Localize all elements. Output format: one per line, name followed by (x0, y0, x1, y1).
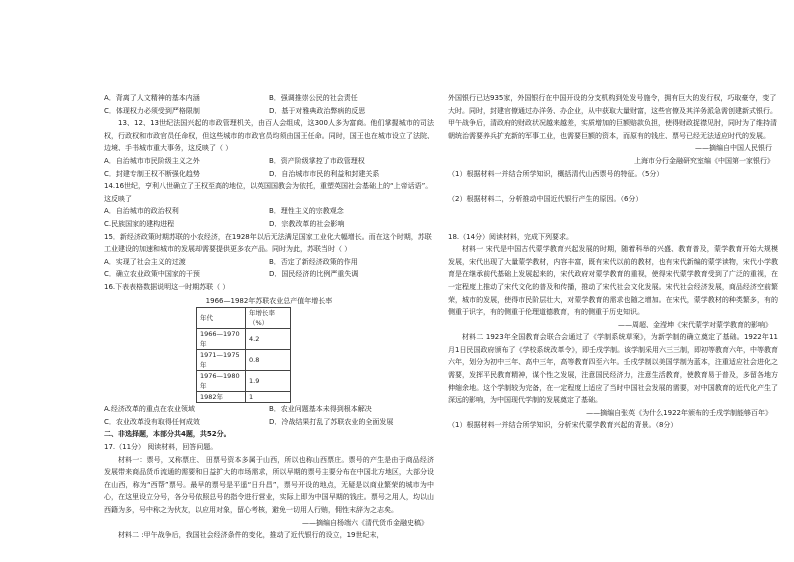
growth-rate-table (196, 307, 291, 403)
table-row (197, 392, 291, 403)
option-b: B．农业问题基本未得到根本解决 (269, 405, 372, 414)
option-a: A.经济改革的重点在农业领域 (104, 405, 195, 414)
question-17-title: 17.（11分） 阅读材料，回答问题。 (104, 443, 218, 452)
answer-space (448, 205, 778, 218)
section-heading: 二、非选择题，本部分共4题，共52分。 (104, 430, 231, 439)
q16-options-row-2 (104, 416, 434, 429)
table-cell: 1 (246, 392, 291, 403)
material-four-source: ——摘编自张英《为什么1922年颁布的壬戌学制能够百年》 (586, 408, 772, 417)
table-header-cell: 年增长率（%） (246, 308, 291, 329)
material-one-text: 材料一：票号，又称票庄、 田票号资本多属于山西，所以也称山西票庄。票号的产生是由于商品经济发展带来商品货币流通的需要和日益扩大的市场需求，所以早期的票号主要分布在中国北方地区，大部分设在山西，称为“西帮”票号。最早的票号是平遥“日升昌”，票号开设的地点，无疑是以商业繁荣的城市为中心，在这里设立分号，各分号依照总号的指令进行营业，实际上即为中国早期的钱庄。票号之用人，均以山西籍为多，号中称之为伙友，以应用对象，留心考核，避免一切用人行贿，佣性末辞为之志矣。 (104, 455, 434, 515)
option-c: C．农业改革没有取得任何成效 (104, 417, 200, 426)
q12-options-row-2 (104, 105, 434, 118)
option-d: D．冷战结果打乱了苏联农业的全面发展 (269, 417, 394, 426)
question-18-title: 18.（14分）阅读材料，完成下列要求。 (448, 232, 574, 241)
option-b: B．资产阶级掌控了市政管理权 (269, 156, 365, 165)
q12-options-row-1 (104, 92, 434, 105)
table-caption: 1966—1982年苏联农业总产值年增长率 (205, 296, 333, 305)
option-a: A．自治城市市民阶级主义之外 (104, 156, 200, 165)
question-13-stem: 13、12、13世纪法国兴起的市政管理机关，由百人会组成，这300人多为富商。他们掌握城市的司法权，行政权和市政官员任命权，但这些城市的市政官员均须由国王任命。同时，国王也在城市设立了法院、边境、手书城市重大事务，这反映了（ ） (104, 119, 434, 153)
option-b: B．强调推崇公民的社会责任 (269, 94, 358, 102)
material-four-text: 材料二 1923年全国教育会联合会通过了《学制系统草案》，为新学制的确立奠定了基础。1922年11月1日民国政府颁布了《学校系统改革令》，即壬戌学制。该学制采用六三三制，即初等教育六年，中等教育六年，划分为初中三年、高中三年，高等教育四至六年。壬戌学制以美国学制为蓝本，注重适应社会进化之需要，发挥平民教育精神，谋个性之发展，注意国民经济力，注意生活教育，使教育易于普及，多留各地方伸缩余地。这个学制较为完备，在一定程度上适应了当时中国社会发展的需要，对中国教育的近代化产生了深远的影响，为中国现代学制的发展奠定了基础。 (448, 333, 778, 405)
material-two-source-line-1: ——摘编自中国人民银行 (695, 144, 772, 153)
option-b: B．否定了新经济政策的作用 (269, 257, 358, 266)
table-cell: 1966—1970年 (197, 329, 246, 350)
material-two-text-start: 材料二 :甲午战争后，我国社会经济条件的变化，推动了近代银行的设立，19世纪末， (118, 531, 384, 540)
table-header-row (197, 308, 291, 329)
q14-options-row-1 (104, 205, 434, 218)
option-a: A．实现了社会主义的过渡 (104, 257, 186, 266)
question-14-stem: 14.16世纪，亨利八世确立了王权至高的地位，以英国国教会为依托，重塑英国社会基础上的“上帝话语”。这反映了 (104, 182, 433, 203)
table-cell: 1.9 (246, 371, 291, 392)
answer-space (448, 218, 778, 231)
question-17-part-1: （1）根据材料一并结合所学知识，概括清代山西票号的特征。（5分） (448, 169, 664, 178)
table-row (197, 329, 291, 350)
question-18-part-1: （1）根据材料一并结合所学知识，分析宋代蒙学教育兴起的背景。（8分） (448, 421, 678, 430)
q15-options-row-2 (104, 268, 434, 281)
option-d: D．自治城市市民的利益和封建关系 (269, 169, 380, 178)
option-d: D．基于对雅典政治弊病的反思 (269, 106, 366, 115)
question-17-part-2: （2）根据材料二，分析推动中国近代银行产生的原因。（6分） (448, 194, 643, 203)
q16-options-row-1 (104, 403, 434, 416)
table-cell: 1971—1975年 (197, 350, 246, 371)
answer-space (448, 180, 778, 193)
option-a: A．背离了人文精神的基本内涵 (104, 94, 200, 102)
left-column (104, 92, 434, 542)
material-three-text: 材料一 宋代是中国古代蒙学教育兴起发展的时期，随着科举的兴盛、教育普及，蒙学教育开始大规模发展，宋代出现了大量蒙学教材，内容丰富，既有宋代以前的教材，也有宋代新编的蒙学读物，宋代小学教育是在继承前代基础上发展起来的，宋代政府对蒙学教育的重视，使得宋代蒙学教育受到了广泛的重视，在一定程度上推动了宋代文化的普及和传播，推动了宋代社会文化发展。宋代社会经济发展，商品经济空前繁荣，城市的发展，使得市民阶层壮大，对蒙学教育的需求也随之增加。在宋代，蒙学教材的种类繁多，有的侧重于识字，有的侧重于伦理道德教育，有的侧重于历史知识。 (448, 245, 778, 317)
material-two-text-continued: 外国银行已达935家，外国银行在中国开设的分支机构到处发号施令，拥有巨大的发行权，巧取豪夺，变了大时。同时，封建官僚通过办洋务、办企业，从中获取大量财富，这些官僚及其洋务派急需创建新式银行。甲午战争后，清政府的财政状况越来越差，实质增加的巨额赔款负担，使得财政捉襟见肘，同时为了维持清朝统治需要养兵扩充新的军事工业，也需要巨额的资本，而原有的钱庄、票号已经无法适应时代的发展。 (448, 94, 777, 140)
table-cell: 1982年 (197, 392, 246, 403)
material-three-source: ——周超、金滢坤《宋代蒙学对蒙学教育的影响》 (618, 320, 772, 329)
material-two-source-line-2: 上海市分行金融研究室编《中国第一家银行》 (634, 156, 774, 165)
option-d: D．国民经济的比例严重失调 (269, 270, 359, 279)
q13-options-row-2 (104, 168, 434, 181)
question-16-stem: 16.下表表格数据说明这一时期苏联（ ） (104, 282, 230, 291)
option-d: D．宗教改革的社会影响 (269, 219, 345, 228)
table-cell: 4.2 (246, 329, 291, 350)
table-header-cell: 年代 (197, 308, 246, 329)
option-c: C.民族国家的建构进程 (104, 219, 175, 228)
table-cell: 1976—1980年 (197, 371, 246, 392)
table-row (197, 350, 291, 371)
option-b: B．理性主义的宗教观念 (269, 207, 344, 216)
material-one-source: ——摘编自杨端六《清代货币金融史稿》 (302, 518, 428, 527)
option-a: A．自治城市的政治权利 (104, 207, 179, 216)
q15-options-row-1 (104, 256, 434, 269)
q14-options-row-2 (104, 218, 434, 231)
option-c: C．封建专制王权不断强化趋势 (104, 169, 200, 178)
option-c: C．体现权力必须受到严格限制 (104, 106, 200, 115)
table-row (197, 371, 291, 392)
q13-options-row-1 (104, 155, 434, 168)
right-column (448, 92, 778, 432)
table-cell: 0.8 (246, 350, 291, 371)
option-c: C．确立农业政策中国家的干预 (104, 270, 200, 279)
question-15-stem: 15．新经济政策时期苏联的小农经济，在1928年以后无法满足国家工业化大幅增长。而在这个时期，苏联工业建设的加速和城市的发展却需要提供更多农产品。同时为此，苏联当时（ ） (104, 232, 432, 254)
